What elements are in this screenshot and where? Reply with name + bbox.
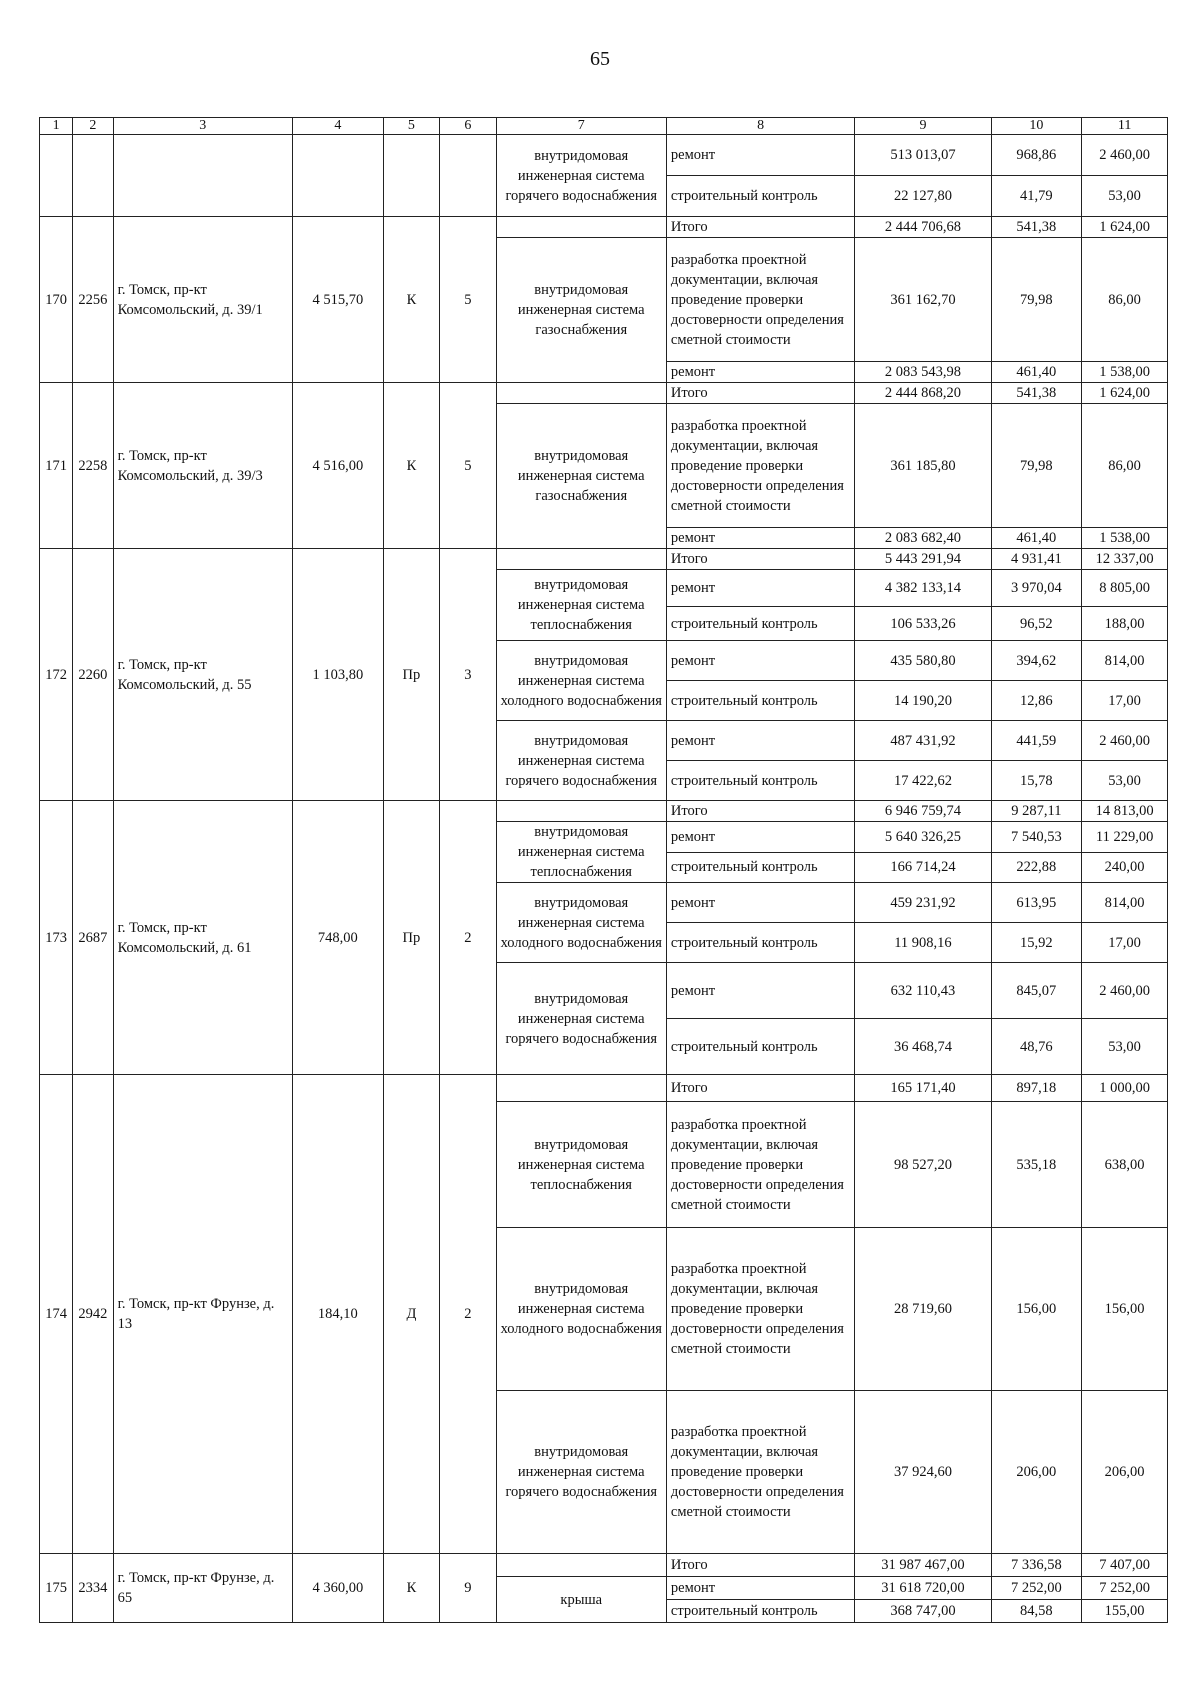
- limit-value: 155,00: [1082, 1600, 1168, 1623]
- cost-value: 166 714,24: [855, 852, 991, 883]
- unit-cost-value: 12,86: [991, 681, 1082, 721]
- wall-material: Д: [383, 1075, 439, 1554]
- cell-empty: [113, 135, 292, 217]
- limit-value: 1 624,00: [1082, 383, 1168, 404]
- table-row: [40, 549, 1168, 570]
- work-type: строительный контроль: [666, 681, 855, 721]
- unit-cost-value: 156,00: [991, 1228, 1082, 1391]
- unit-cost-value: 613,95: [991, 883, 1082, 923]
- wall-material: К: [383, 1554, 439, 1623]
- floor-count: 3: [440, 549, 496, 801]
- system-name: внутридомовая инженерная система горячего водоснабжения: [496, 135, 666, 217]
- table-row: [40, 1554, 1168, 1577]
- work-type: строительный контроль: [666, 607, 855, 641]
- work-type: строительный контроль: [666, 852, 855, 883]
- repair-program-table: [39, 117, 1168, 1623]
- work-type: ремонт: [666, 1577, 855, 1600]
- system-name: внутридомовая инженерная система газоснабжения: [496, 404, 666, 549]
- cell-empty: [440, 135, 496, 217]
- work-type: строительный контроль: [666, 1600, 855, 1623]
- system-name: внутридомовая инженерная система горячего водоснабжения: [496, 721, 666, 801]
- total-label: Итого: [666, 549, 855, 570]
- unit-cost-value: 461,40: [991, 362, 1082, 383]
- work-type: ремонт: [666, 721, 855, 761]
- cost-value: 17 422,62: [855, 761, 991, 801]
- unit-cost-value: 206,00: [991, 1391, 1082, 1554]
- table-row: [40, 383, 1168, 404]
- total-label: Итого: [666, 1554, 855, 1577]
- unit-cost-value: 461,40: [991, 528, 1082, 549]
- house-address: г. Томск, пр-кт Фрунзе, д. 65: [113, 1554, 292, 1623]
- house-code: 2334: [73, 1554, 113, 1623]
- col-num: 7: [496, 118, 666, 135]
- house-area: 4 516,00: [292, 383, 383, 549]
- unit-cost-value: 4 931,41: [991, 549, 1082, 570]
- unit-cost-value: 96,52: [991, 607, 1082, 641]
- limit-value: 14 813,00: [1082, 801, 1168, 822]
- unit-cost-value: 535,18: [991, 1102, 1082, 1228]
- cell-empty: [496, 801, 666, 822]
- unit-cost-value: 7 336,58: [991, 1554, 1082, 1577]
- col-num: 6: [440, 118, 496, 135]
- cost-value: 11 908,16: [855, 923, 991, 963]
- row-number: 171: [40, 383, 73, 549]
- cost-value: 28 719,60: [855, 1228, 991, 1391]
- cell-empty: [496, 217, 666, 238]
- system-name: внутридомовая инженерная система холодного водоснабжения: [496, 641, 666, 721]
- limit-value: 156,00: [1082, 1228, 1168, 1391]
- work-type: ремонт: [666, 362, 855, 383]
- system-name: внутридомовая инженерная система горячего водоснабжения: [496, 1391, 666, 1554]
- cost-value: 98 527,20: [855, 1102, 991, 1228]
- work-type: строительный контроль: [666, 923, 855, 963]
- system-name: внутридомовая инженерная система холодного водоснабжения: [496, 1228, 666, 1391]
- cost-value: 2 444 868,20: [855, 383, 991, 404]
- limit-value: 7 252,00: [1082, 1577, 1168, 1600]
- floor-count: 2: [440, 1075, 496, 1554]
- limit-value: 8 805,00: [1082, 570, 1168, 607]
- limit-value: 1 624,00: [1082, 217, 1168, 238]
- cost-value: 487 431,92: [855, 721, 991, 761]
- limit-value: 1 000,00: [1082, 1075, 1168, 1102]
- cost-value: 4 382 133,14: [855, 570, 991, 607]
- limit-value: 7 407,00: [1082, 1554, 1168, 1577]
- unit-cost-value: 541,38: [991, 217, 1082, 238]
- cost-value: 361 162,70: [855, 238, 991, 362]
- system-name: внутридомовая инженерная система горячего водоснабжения: [496, 963, 666, 1075]
- unit-cost-value: 3 970,04: [991, 570, 1082, 607]
- system-name: внутридомовая инженерная система теплоснабжения: [496, 570, 666, 641]
- house-area: 1 103,80: [292, 549, 383, 801]
- row-number: 174: [40, 1075, 73, 1554]
- total-label: Итого: [666, 217, 855, 238]
- work-type: ремонт: [666, 570, 855, 607]
- cell-empty: [40, 135, 73, 217]
- limit-value: 638,00: [1082, 1102, 1168, 1228]
- floor-count: 9: [440, 1554, 496, 1623]
- work-type: ремонт: [666, 963, 855, 1019]
- wall-material: Пр: [383, 549, 439, 801]
- limit-value: 17,00: [1082, 681, 1168, 721]
- unit-cost-value: 441,59: [991, 721, 1082, 761]
- col-num: 1: [40, 118, 73, 135]
- cell-empty: [292, 135, 383, 217]
- house-code: 2687: [73, 801, 113, 1075]
- house-code: 2942: [73, 1075, 113, 1554]
- house-code: 2256: [73, 217, 113, 383]
- house-address: г. Томск, пр-кт Комсомольский, д. 39/3: [113, 383, 292, 549]
- row-number: 172: [40, 549, 73, 801]
- unit-cost-value: 7 252,00: [991, 1577, 1082, 1600]
- limit-value: 2 460,00: [1082, 721, 1168, 761]
- house-address: г. Томск, пр-кт Комсомольский, д. 39/1: [113, 217, 292, 383]
- system-name: внутридомовая инженерная система газоснабжения: [496, 238, 666, 383]
- limit-value: 1 538,00: [1082, 362, 1168, 383]
- house-address: г. Томск, пр-кт Комсомольский, д. 55: [113, 549, 292, 801]
- table-row: [40, 135, 1168, 176]
- house-area: 184,10: [292, 1075, 383, 1554]
- house-address: г. Томск, пр-кт Фрунзе, д. 13: [113, 1075, 292, 1554]
- cost-value: 459 231,92: [855, 883, 991, 923]
- unit-cost-value: 845,07: [991, 963, 1082, 1019]
- col-num: 4: [292, 118, 383, 135]
- cost-value: 6 946 759,74: [855, 801, 991, 822]
- house-address: г. Томск, пр-кт Комсомольский, д. 61: [113, 801, 292, 1075]
- wall-material: К: [383, 217, 439, 383]
- col-num: 11: [1082, 118, 1168, 135]
- unit-cost-value: 48,76: [991, 1019, 1082, 1075]
- row-number: 173: [40, 801, 73, 1075]
- cost-value: 361 185,80: [855, 404, 991, 528]
- cell-empty: [496, 1075, 666, 1102]
- wall-material: Пр: [383, 801, 439, 1075]
- unit-cost-value: 394,62: [991, 641, 1082, 681]
- cost-value: 36 468,74: [855, 1019, 991, 1075]
- cost-value: 2 444 706,68: [855, 217, 991, 238]
- unit-cost-value: 79,98: [991, 404, 1082, 528]
- col-num: 10: [991, 118, 1082, 135]
- cost-value: 22 127,80: [855, 176, 991, 217]
- work-type: разработка проектной документации, включая проведение проверки достоверности определения сметной стоимости: [666, 1228, 855, 1391]
- system-name: внутридомовая инженерная система теплоснабжения: [496, 822, 666, 883]
- col-num: 9: [855, 118, 991, 135]
- house-area: 4 515,70: [292, 217, 383, 383]
- table-row: [40, 1075, 1168, 1102]
- cost-value: 368 747,00: [855, 1600, 991, 1623]
- col-num: 3: [113, 118, 292, 135]
- limit-value: 814,00: [1082, 641, 1168, 681]
- house-area: 4 360,00: [292, 1554, 383, 1623]
- cost-value: 513 013,07: [855, 135, 991, 176]
- work-type: строительный контроль: [666, 176, 855, 217]
- cost-value: 5 443 291,94: [855, 549, 991, 570]
- table-row: [40, 801, 1168, 822]
- limit-value: 2 460,00: [1082, 135, 1168, 176]
- cost-value: 2 083 543,98: [855, 362, 991, 383]
- system-name: крыша: [496, 1577, 666, 1623]
- limit-value: 17,00: [1082, 923, 1168, 963]
- cost-value: 165 171,40: [855, 1075, 991, 1102]
- col-num: 2: [73, 118, 113, 135]
- unit-cost-value: 222,88: [991, 852, 1082, 883]
- row-number: 175: [40, 1554, 73, 1623]
- work-type: разработка проектной документации, включая проведение проверки достоверности определения сметной стоимости: [666, 1102, 855, 1228]
- cost-value: 5 640 326,25: [855, 822, 991, 853]
- limit-value: 53,00: [1082, 761, 1168, 801]
- unit-cost-value: 541,38: [991, 383, 1082, 404]
- total-label: Итого: [666, 1075, 855, 1102]
- house-code: 2258: [73, 383, 113, 549]
- table-row: [40, 217, 1168, 238]
- unit-cost-value: 84,58: [991, 1600, 1082, 1623]
- unit-cost-value: 15,92: [991, 923, 1082, 963]
- row-number: 170: [40, 217, 73, 383]
- work-type: строительный контроль: [666, 1019, 855, 1075]
- work-type: ремонт: [666, 641, 855, 681]
- limit-value: 2 460,00: [1082, 963, 1168, 1019]
- work-type: строительный контроль: [666, 761, 855, 801]
- work-type: ремонт: [666, 822, 855, 853]
- cost-value: 31 987 467,00: [855, 1554, 991, 1577]
- unit-cost-value: 9 287,11: [991, 801, 1082, 822]
- unit-cost-value: 7 540,53: [991, 822, 1082, 853]
- work-type: разработка проектной документации, включая проведение проверки достоверности определения сметной стоимости: [666, 238, 855, 362]
- cost-value: 31 618 720,00: [855, 1577, 991, 1600]
- work-type: разработка проектной документации, включая проведение проверки достоверности определения сметной стоимости: [666, 404, 855, 528]
- cell-empty: [496, 1554, 666, 1577]
- system-name: внутридомовая инженерная система теплоснабжения: [496, 1102, 666, 1228]
- system-name: внутридомовая инженерная система холодного водоснабжения: [496, 883, 666, 963]
- limit-value: 86,00: [1082, 238, 1168, 362]
- floor-count: 5: [440, 383, 496, 549]
- wall-material: К: [383, 383, 439, 549]
- total-label: Итого: [666, 383, 855, 404]
- total-label: Итого: [666, 801, 855, 822]
- floor-count: 5: [440, 217, 496, 383]
- work-type: ремонт: [666, 528, 855, 549]
- limit-value: 86,00: [1082, 404, 1168, 528]
- limit-value: 814,00: [1082, 883, 1168, 923]
- cell-empty: [73, 135, 113, 217]
- unit-cost-value: 897,18: [991, 1075, 1082, 1102]
- work-type: ремонт: [666, 883, 855, 923]
- unit-cost-value: 79,98: [991, 238, 1082, 362]
- col-num: 8: [666, 118, 855, 135]
- limit-value: 188,00: [1082, 607, 1168, 641]
- house-code: 2260: [73, 549, 113, 801]
- limit-value: 240,00: [1082, 852, 1168, 883]
- house-area: 748,00: [292, 801, 383, 1075]
- limit-value: 53,00: [1082, 176, 1168, 217]
- cost-value: 435 580,80: [855, 641, 991, 681]
- cost-value: 14 190,20: [855, 681, 991, 721]
- cost-value: 2 083 682,40: [855, 528, 991, 549]
- column-number-row: [40, 118, 1168, 135]
- page-number: 65: [590, 48, 610, 70]
- unit-cost-value: 15,78: [991, 761, 1082, 801]
- limit-value: 53,00: [1082, 1019, 1168, 1075]
- col-num: 5: [383, 118, 439, 135]
- work-type: ремонт: [666, 135, 855, 176]
- limit-value: 12 337,00: [1082, 549, 1168, 570]
- cost-value: 632 110,43: [855, 963, 991, 1019]
- unit-cost-value: 41,79: [991, 176, 1082, 217]
- cell-empty: [496, 383, 666, 404]
- work-type: разработка проектной документации, включая проведение проверки достоверности определения сметной стоимости: [666, 1391, 855, 1554]
- unit-cost-value: 968,86: [991, 135, 1082, 176]
- cell-empty: [383, 135, 439, 217]
- cost-value: 106 533,26: [855, 607, 991, 641]
- limit-value: 1 538,00: [1082, 528, 1168, 549]
- cell-empty: [496, 549, 666, 570]
- limit-value: 11 229,00: [1082, 822, 1168, 853]
- cost-value: 37 924,60: [855, 1391, 991, 1554]
- limit-value: 206,00: [1082, 1391, 1168, 1554]
- floor-count: 2: [440, 801, 496, 1075]
